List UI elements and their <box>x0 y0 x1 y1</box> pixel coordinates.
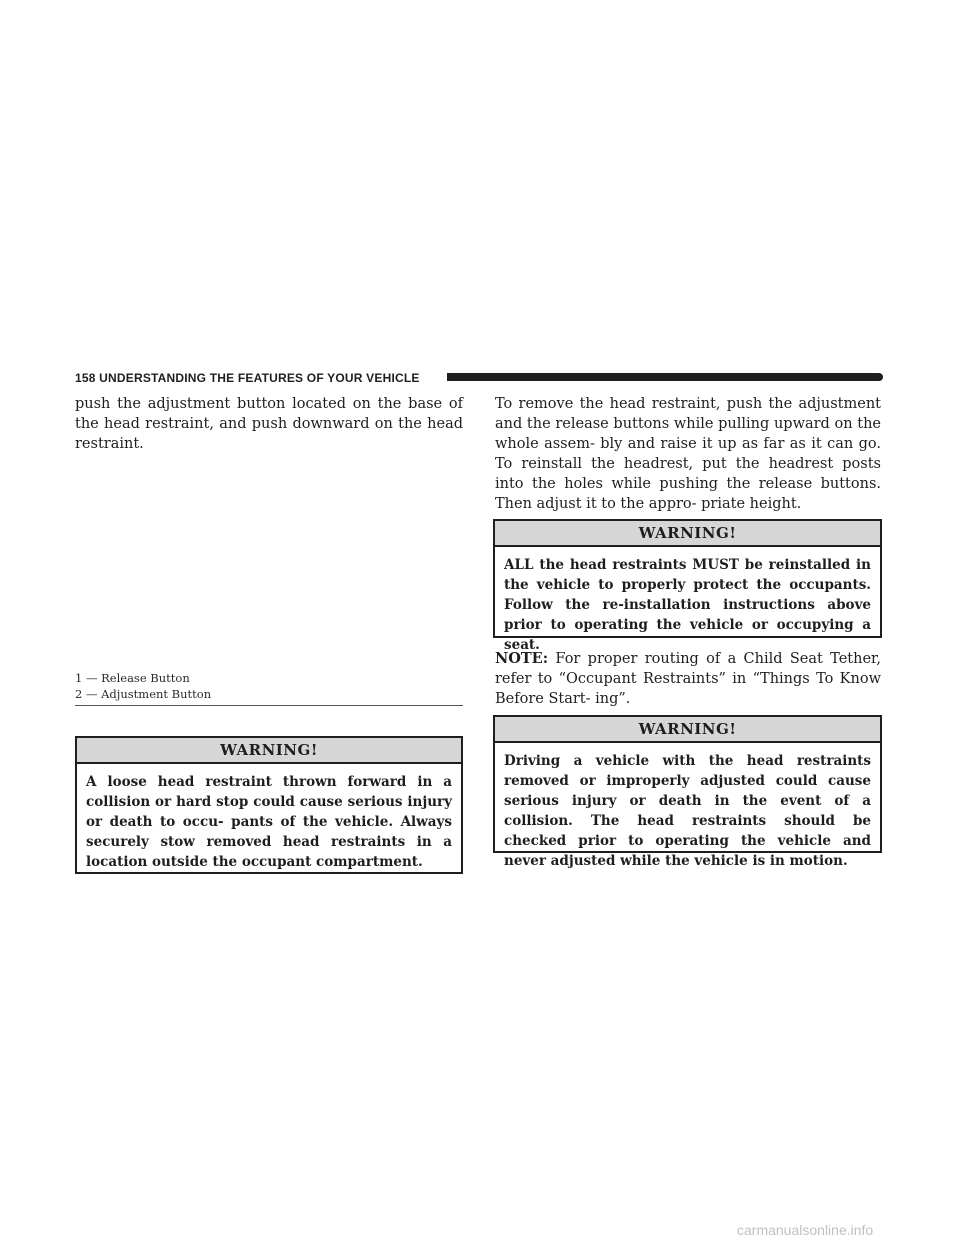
caption-adjustment-button: 2 — Adjustment Button <box>75 687 212 701</box>
warning-title: WARNING! <box>495 717 880 743</box>
page-number-title: 158 UNDERSTANDING THE FEATURES OF YOUR VEHICLE <box>75 371 420 385</box>
warning-title: WARNING! <box>77 738 461 764</box>
note-label: NOTE: <box>495 650 549 667</box>
warning-box-loose-restraint <box>75 736 463 874</box>
caption-divider <box>75 705 463 706</box>
figure-caption <box>75 670 463 702</box>
warning-box-reinstall <box>493 519 882 653</box>
warning-text: ALL the head restraints MUST be reinstalled in the vehicle to properly protect the occupants. Follow the re-installation instructions above prior to operating the vehicle or occupying a seat. <box>504 557 871 653</box>
right-paragraph: To remove the head restraint, push the adjustment and the release buttons while pulling upward on the whole assem- bly and raise it up as far as it can go. To reinstall the headrest, put the headrest posts into the holes while pushing the release buttons. Then adjust it to the appro- priate height. <box>495 396 881 512</box>
warning-box-driving <box>493 715 882 869</box>
header-bar <box>447 373 883 381</box>
watermark: carmanualsonline.info <box>737 1222 874 1238</box>
warning-title: WARNING! <box>495 521 880 547</box>
left-paragraph: push the adjustment button located on the base of the head restraint, and push downward on the head restraint. <box>75 396 463 452</box>
page-header <box>75 371 883 385</box>
note-text: For proper routing of a Child Seat Tether, refer to “Occupant Restraints” in “Things To Know Before Start- ing”. <box>495 651 881 707</box>
caption-release-button: 1 — Release Button <box>75 671 190 685</box>
note-paragraph <box>495 649 881 709</box>
warning-text: A loose head restraint thrown forward in a collision or hard stop could cause serious injury or death to occu- pants of the vehicle. Always securely stow removed head restraints in a location outside the occupant compartment. <box>86 774 452 870</box>
warning-text: Driving a vehicle with the head restraints removed or improperly adjusted could cause serious injury or death in the event of a collision. The head restraints should be checked prior to operating the vehicle and never adjusted while the vehicle is in motion. <box>504 753 871 869</box>
